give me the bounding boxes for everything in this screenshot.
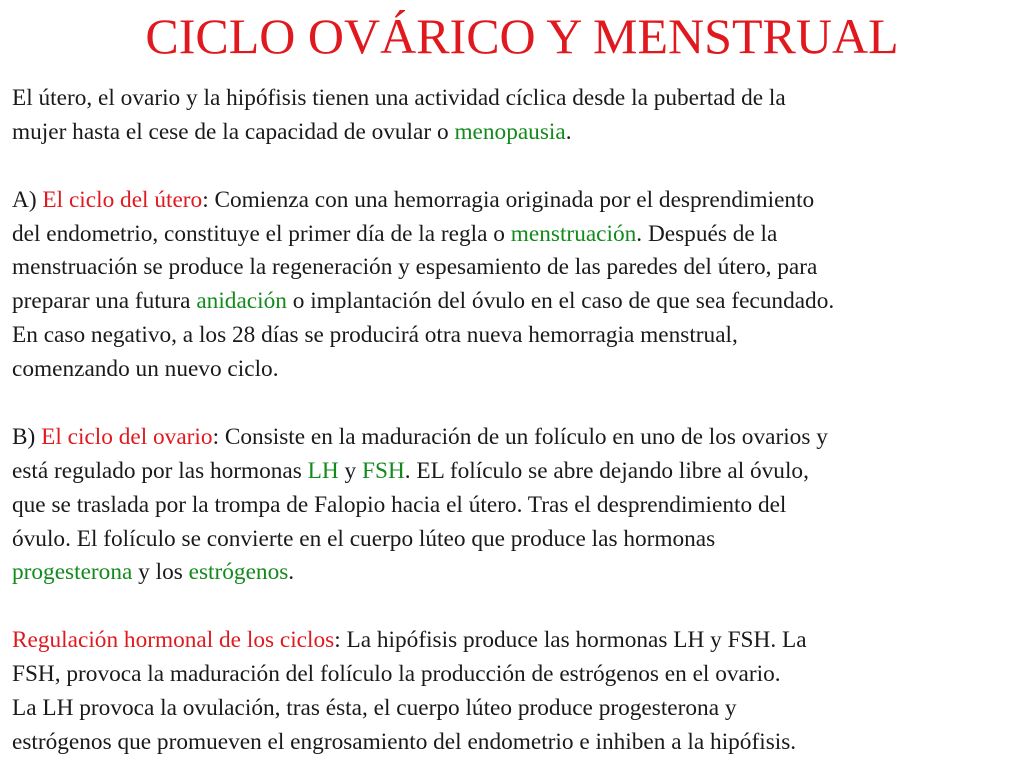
section-a-line-5 [12,319,1016,353]
intro-line-2 [12,116,1016,150]
section-a-text: En caso negativo, a los 28 días se producirá otra nueva hemorragia menstrual, [12,322,738,349]
section-b-text: y [338,457,363,484]
term-menstruacion: menstruación [510,220,637,247]
section-b-line-1 [12,421,1016,455]
section-c-text: FSH, provoca la maduración del folículo la producción de estrógenos en el ovario. [12,661,781,688]
section-a-text: preparar una futura [12,288,197,315]
section-a-line-2 [12,218,1016,252]
section-a-heading: El ciclo del útero [42,186,203,213]
term-menopausia: menopausia [454,118,566,145]
section-b-text: está regulado por las hormonas [12,457,308,484]
paragraph-gap [12,590,1016,624]
section-c-line-4 [12,726,1016,760]
section-a-prefix: A) [12,186,43,213]
term-anidacion: anidación [196,288,287,315]
section-c-line-1 [12,624,1016,658]
section-b-line-2 [12,455,1016,489]
section-a-line-6 [12,353,1016,387]
slide-body [12,82,1016,760]
section-b-text: y los [132,559,189,586]
section-a-text: comenzando un nuevo ciclo. [12,356,279,383]
intro-text: El útero, el ovario y la hipófisis tienen una actividad cíclica desde la pubertad de la [12,85,786,111]
section-a-line-1 [12,184,1016,218]
section-b-line-5 [12,556,1016,590]
term-fsh: FSH [362,457,405,484]
section-a-line-3 [12,251,1016,285]
term-progesterona: progesterona [12,559,133,586]
section-c-text: : La hipófisis produce las hormonas LH y FSH. La [334,627,807,654]
section-a-text: del endometrio, constituye el primer día de la regla o [12,220,511,247]
section-a-text: . Después de la [636,220,778,247]
section-c-heading: Regulación hormonal de los ciclos [12,627,335,654]
section-b-text: . [288,559,295,586]
section-a-text: : Comienza con una hemorragia originada por el desprendimiento [202,186,815,213]
section-c-line-3 [12,692,1016,726]
section-b-heading: El ciclo del ovario [41,423,213,450]
section-b-text: que se traslada por la trompa de Falopio hacia el útero. Tras el desprendimiento del [12,491,787,518]
paragraph-gap [12,387,1016,421]
intro-text: . [565,118,572,145]
term-lh: LH [307,457,339,484]
term-estrogenos: estrógenos [188,559,289,586]
section-c-text: La LH provoca la ovulación, tras ésta, el cuerpo lúteo produce progesterona y [12,695,737,722]
intro-text: mujer hasta el cese de la capacidad de ovular o [12,118,455,145]
paragraph-gap [12,150,1016,184]
section-b-text: : Consiste en la maduración de un folículo en uno de los ovarios y [212,423,828,450]
section-b-line-3 [12,489,1016,523]
intro-line-1 [12,82,1016,116]
section-a-text: o implantación del óvulo en el caso de que sea fecundado. [286,288,835,315]
slide-title: CICLO OVÁRICO Y MENSTRUAL [145,8,899,64]
section-a-text: menstruación se produce la regeneración y espesamiento de las paredes del útero, para [12,254,818,281]
section-c-line-2 [12,658,1016,692]
section-b-line-4 [12,523,1016,557]
section-b-text: óvulo. El folículo se convierte en el cuerpo lúteo que produce las hormonas [12,525,716,552]
section-b-prefix: B) [12,423,42,450]
section-b-text: . EL folículo se abre dejando libre al óvulo, [404,457,809,484]
section-c-text: estrógenos que promueven el engrosamiento del endometrio e inhiben a la hipófisis. [12,728,797,755]
section-a-line-4 [12,285,1016,319]
